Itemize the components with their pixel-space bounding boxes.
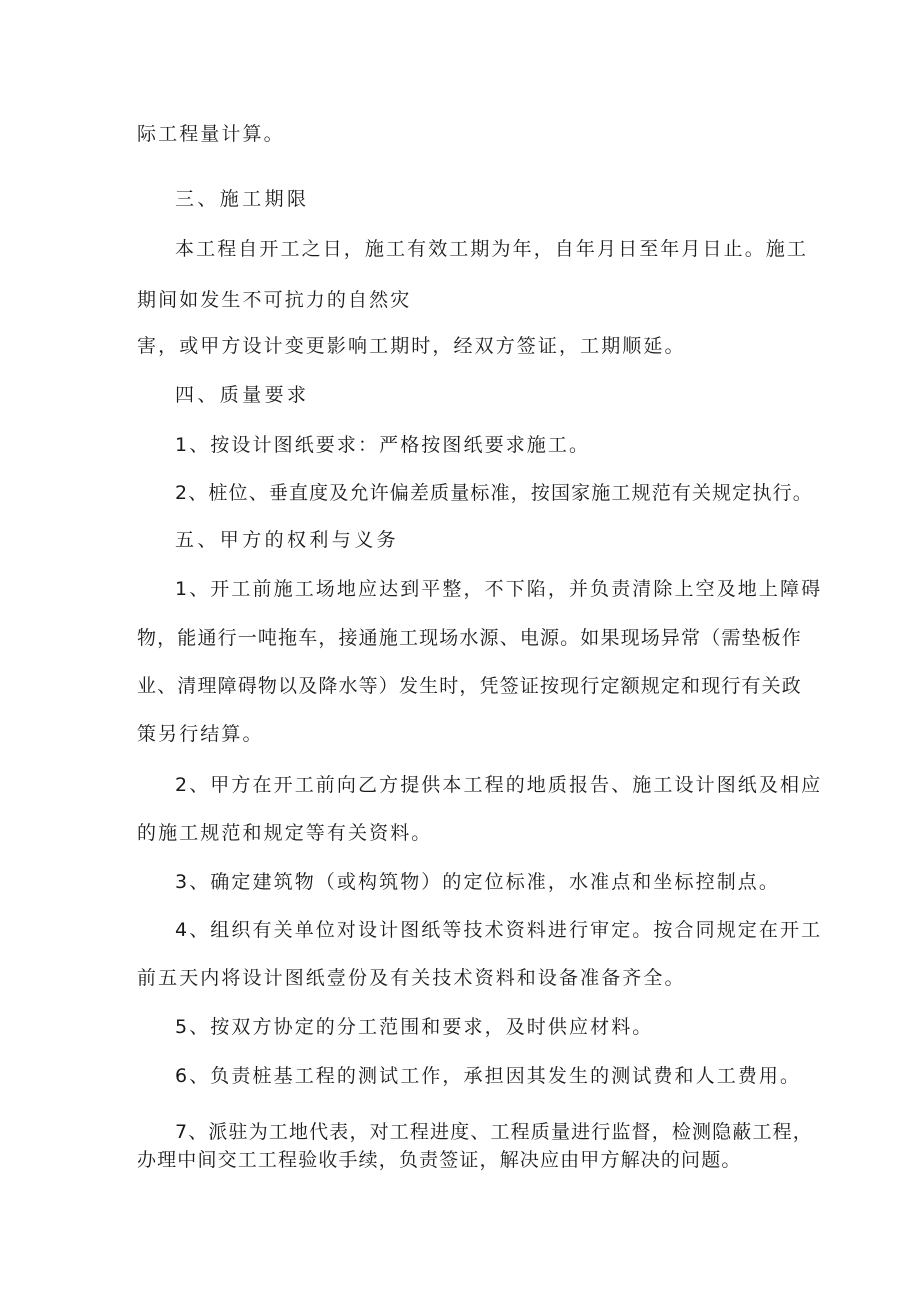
party-a-item-1-line-3: 业、清理障碍物以及降水等）发生时，凭签证按现行定额规定和现行有关政 [137, 675, 802, 697]
construction-period-line-1: 本工程自开工之日，施工有效工期为年，自年月日至年月日止。施工 [175, 238, 809, 260]
section-heading-construction-period: 三、施工期限 [175, 188, 310, 210]
party-a-item-4-line-1: 4、组织有关单位对设计图纸等技术资料进行审定。按合同规定在开工 [175, 919, 823, 941]
party-a-item-1-line-1: 1、开工前施工场地应达到平整，不下陷，并负责清除上空及地上障碍 [175, 578, 823, 600]
section-heading-party-a-rights: 五、甲方的权利与义务 [175, 529, 400, 551]
quality-item-1: 1、按设计图纸要求：严格按图纸要求施工。 [175, 434, 591, 456]
party-a-item-2-line-2: 的施工规范和规定等有关资料。 [137, 822, 433, 844]
party-a-item-2-line-1: 2、甲方在开工前向乙方提供本工程的地质报告、施工设计图纸及相应 [175, 774, 823, 796]
party-a-item-7-line-2: 办理中间交工工程验收手续，负责签证，解决应由甲方解决的问题。 [137, 1149, 742, 1171]
quality-item-2: 2、桩位、垂直度及允许偏差质量标准，按国家施工规范有关规定执行。 [175, 482, 813, 504]
party-a-item-7-line-1: 7、派驻为工地代表，对工程进度、工程质量进行监督，检测隐蔽工程， [175, 1121, 813, 1143]
party-a-item-1-line-2: 物，能通行一吨拖车，接通施工现场水源、电源。如果现场异常（需垫板作 [137, 627, 802, 649]
party-a-item-3: 3、确定建筑物（或构筑物）的定位标准，水准点和坐标控制点。 [175, 871, 780, 893]
construction-period-line-3: 害，或甲方设计变更影响工期时，经双方签证，工期顺延。 [137, 335, 686, 357]
section-heading-quality-requirements: 四、质量要求 [175, 384, 310, 406]
party-a-item-5: 5、按双方协定的分工范围和要求，及时供应材料。 [175, 1016, 654, 1038]
construction-period-line-2: 期间如发生不可抗力的自然灾 [137, 289, 412, 311]
party-a-item-6: 6、负责桩基工程的测试工作，承担因其发生的测试费和人工费用。 [175, 1065, 802, 1087]
paragraph-continuation-line: 际工程量计算。 [137, 123, 285, 145]
party-a-item-1-line-4: 策另行结算。 [137, 723, 264, 745]
party-a-item-4-line-2: 前五天内将设计图纸壹份及有关技术资料和设备准备齐全。 [137, 967, 686, 989]
